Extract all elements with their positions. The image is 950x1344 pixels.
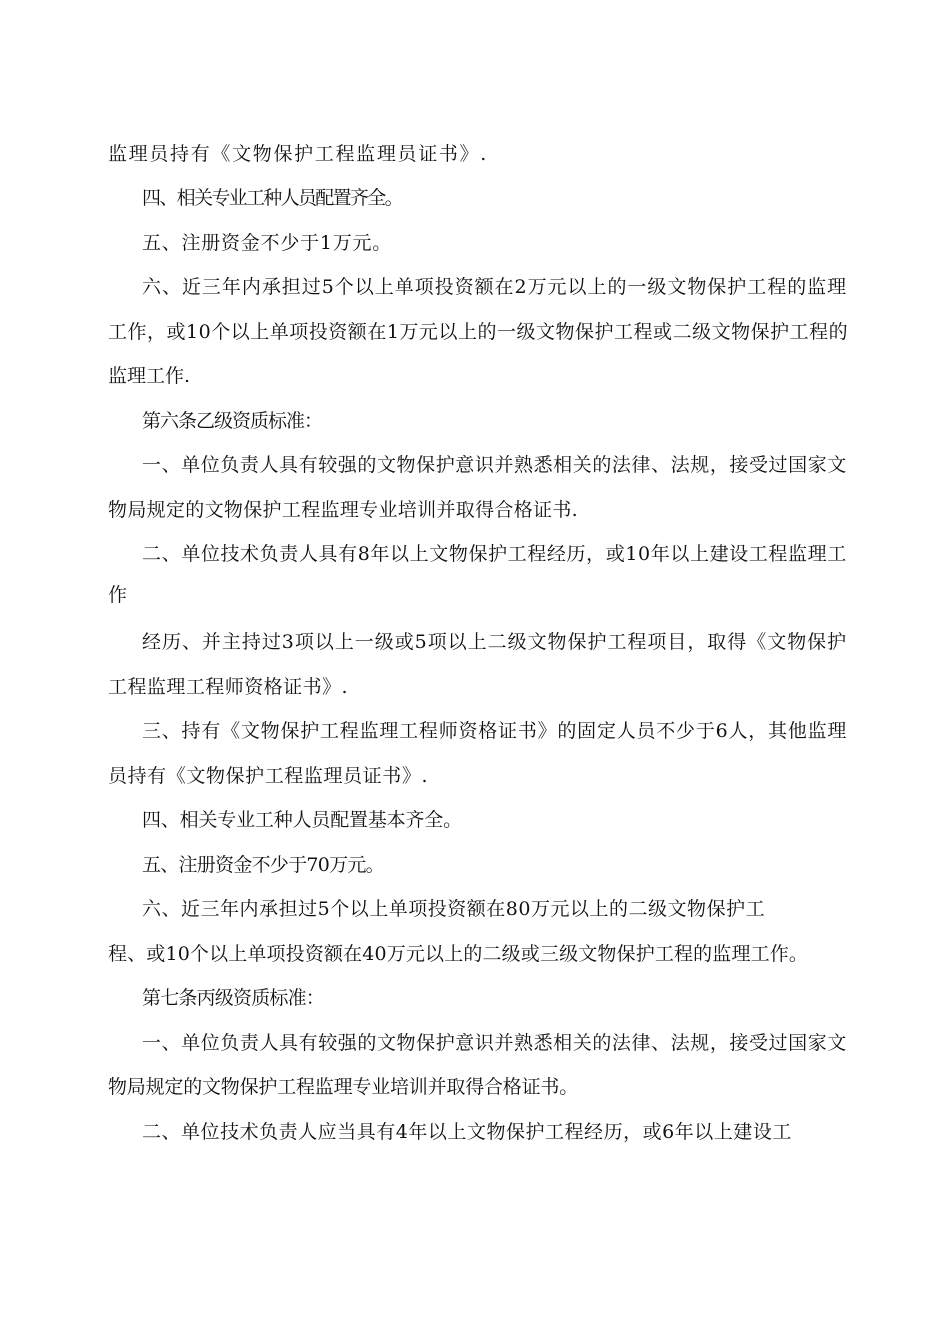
text-line: 五、注册资金不少于1万元。 bbox=[142, 232, 392, 254]
text-line: 六、近三年内承担过5个以上单项投资额在80万元以上的二级文物保护工 bbox=[142, 898, 766, 920]
text-line: 工程监理工程师资格证书》. bbox=[108, 676, 349, 698]
text-line: 六、近三年内承担过5个以上单项投资额在2万元以上的一级文物保护工程的监理 bbox=[142, 276, 848, 298]
text-line: 工作，或10个以上单项投资额在1万元以上的一级文物保护工程或二级文物保护工程的 bbox=[108, 321, 849, 343]
text-line: 经历、并主持过3项以上一级或5项以上二级文物保护工程项目，取得《文物保护 bbox=[142, 631, 848, 653]
text-line: 程、或10个以上单项投资额在40万元以上的二级或三级文物保护工程的监理工作。 bbox=[108, 943, 809, 965]
text-line: 监理员持有《文物保护工程监理员证书》. bbox=[108, 143, 488, 165]
text-line: 第六条乙级资质标准： bbox=[142, 410, 323, 432]
text-line: 四、相关专业工种人员配置基本齐全。 bbox=[142, 809, 462, 831]
text-line: 物局规定的文物保护工程监理专业培训并取得合格证书。 bbox=[108, 1076, 579, 1098]
text-line: 一、单位负责人具有较强的文物保护意识并熟悉相关的法律、法规，接受过国家文 bbox=[142, 1032, 847, 1054]
text-line: 二、单位技术负责人应当具有4年以上文物保护工程经历，或6年以上建设工 bbox=[142, 1121, 792, 1143]
text-line: 四、相关专业工种人员配置齐全。 bbox=[142, 187, 402, 209]
text-line: 作 bbox=[108, 584, 128, 606]
text-line: 一、单位负责人具有较强的文物保护意识并熟悉相关的法律、法规，接受过国家文 bbox=[142, 454, 847, 476]
text-line: 二、单位技术负责人具有8年以上文物保护工程经历，或10年以上建设工程监理工 bbox=[142, 543, 847, 565]
text-line: 员持有《文物保护工程监理员证书》. bbox=[108, 765, 429, 787]
text-line: 物局规定的文物保护工程监理专业培训并取得合格证书. bbox=[108, 499, 579, 521]
text-line: 五、注册资金不少于70万元。 bbox=[142, 854, 384, 876]
text-line: 三、持有《文物保护工程监理工程师资格证书》的固定人员不少于6人，其他监理 bbox=[142, 720, 848, 742]
text-line: 第七条丙级资质标准： bbox=[142, 987, 325, 1009]
text-line: 监理工作. bbox=[108, 365, 190, 387]
